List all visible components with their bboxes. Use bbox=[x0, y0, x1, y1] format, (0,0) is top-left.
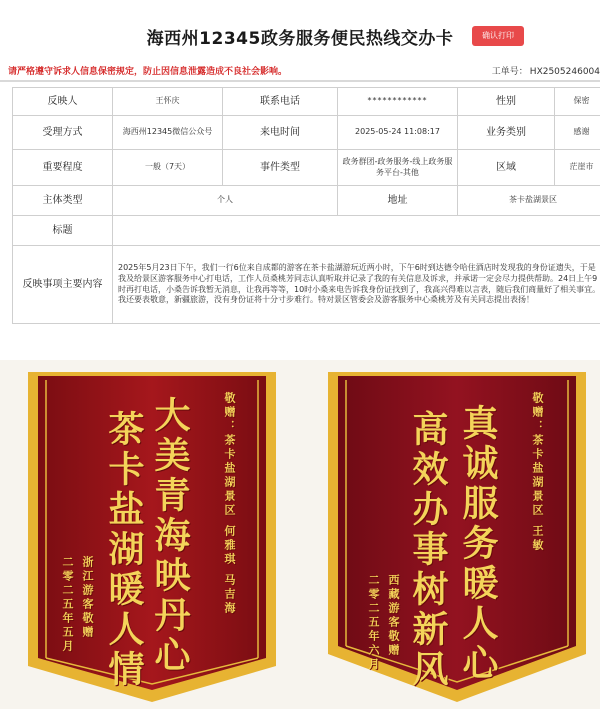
region-value: 茫崖市 bbox=[555, 150, 600, 186]
subject-value: 个人 bbox=[113, 186, 338, 216]
page-title: 海西州12345政务服务便民热线交办卡 bbox=[146, 29, 454, 49]
privacy-notice: 请严格遵守诉求人信息保密规定，防止因信息泄露造成不良社会影响。 bbox=[8, 67, 288, 77]
address-value: 茶卡盐湖景区 bbox=[458, 186, 600, 216]
table-row bbox=[13, 150, 600, 186]
topic-value bbox=[113, 216, 600, 246]
banner-left-date: 二零二五年五月 bbox=[61, 556, 74, 654]
reporter-label: 反映人 bbox=[13, 88, 113, 116]
method-value: 海西州12345微信公众号 bbox=[113, 116, 223, 150]
method-label: 受理方式 bbox=[13, 116, 113, 150]
call-time-value: 2025-05-24 11:08:17 bbox=[338, 116, 458, 150]
banner-right-date: 二零二五年六月 bbox=[367, 574, 380, 672]
category-label: 业务类别 bbox=[458, 116, 555, 150]
table-row bbox=[13, 88, 600, 116]
ticket-label: 工单号： bbox=[491, 67, 528, 77]
table-row bbox=[13, 246, 600, 324]
reporter-value: 王怀庆 bbox=[113, 88, 223, 116]
ticket-value: HX2505246004 bbox=[529, 67, 600, 77]
banner-left-line2: 茶卡盐湖暖人情 bbox=[103, 410, 145, 690]
banner-right-line1: 真诚服务暖人心 bbox=[457, 404, 499, 684]
banner-left-dedication: 敬赠：茶卡盐湖景区 何雅琪 马吉海 bbox=[223, 392, 236, 616]
category-value: 感谢 bbox=[555, 116, 600, 150]
gender-label: 性别 bbox=[458, 88, 555, 116]
severity-label: 重要程度 bbox=[13, 150, 113, 186]
phone-label: 联系电话 bbox=[223, 88, 338, 116]
topic-label: 标题 bbox=[13, 216, 113, 246]
subject-label: 主体类型 bbox=[13, 186, 113, 216]
confirm-print-button[interactable]: 确认打印 bbox=[472, 26, 524, 46]
banner-left-donor: 浙江游客敬赠 bbox=[81, 556, 94, 640]
event-type-label: 事件类型 bbox=[223, 150, 338, 186]
banner-left-line1: 大美青海映丹心 bbox=[149, 396, 191, 676]
table-row bbox=[13, 186, 600, 216]
banner-right bbox=[326, 364, 588, 706]
phone-value: ************ bbox=[338, 88, 458, 116]
banner-left bbox=[26, 366, 278, 706]
banner-right-line2: 高效办事树新风 bbox=[407, 410, 449, 690]
info-table bbox=[12, 87, 600, 324]
content-value: 2025年5月23日下午，我们一行6位来自成都的游客在茶卡盐湖游玩近两小时，下午6时到达德令哈住酒店时发现我的身份证遗失，于是我及给景区游客服务中心打电话，工作人员桑桃芳同志认真听取并记录了我的有关信息及诉求，并承诺一定会尽力提供帮助。24日上午9时再打电话，小桑告诉我暂无消息，让我再等等，10时小桑来电告诉我身份证找到了，我高兴得难以言表，随后我们商量好了相关事宜。我还要表敬意，新疆旅游，没有身份证将十分寸步难行。特对景区管委会及游客服务中心桑桃芳及有关同志提出表扬！ bbox=[113, 246, 600, 324]
content-label: 反映事项主要内容 bbox=[13, 246, 113, 324]
address-label: 地址 bbox=[338, 186, 458, 216]
banner-right-dedication: 敬赠：茶卡盐湖景区 王敏 bbox=[531, 392, 544, 553]
gender-value: 保密 bbox=[555, 88, 600, 116]
banner-right-donor: 西藏游客敬赠 bbox=[387, 574, 400, 658]
divider bbox=[0, 80, 600, 82]
region-label: 区域 bbox=[458, 150, 555, 186]
severity-value: 一般（7天） bbox=[113, 150, 223, 186]
ticket-number bbox=[490, 64, 600, 77]
call-time-label: 来电时间 bbox=[223, 116, 338, 150]
table-row bbox=[13, 116, 600, 150]
table-row bbox=[13, 216, 600, 246]
event-type-value: 政务群团-政务服务-线上政务服务平台-其他 bbox=[338, 150, 458, 186]
banners-photo bbox=[0, 360, 600, 709]
